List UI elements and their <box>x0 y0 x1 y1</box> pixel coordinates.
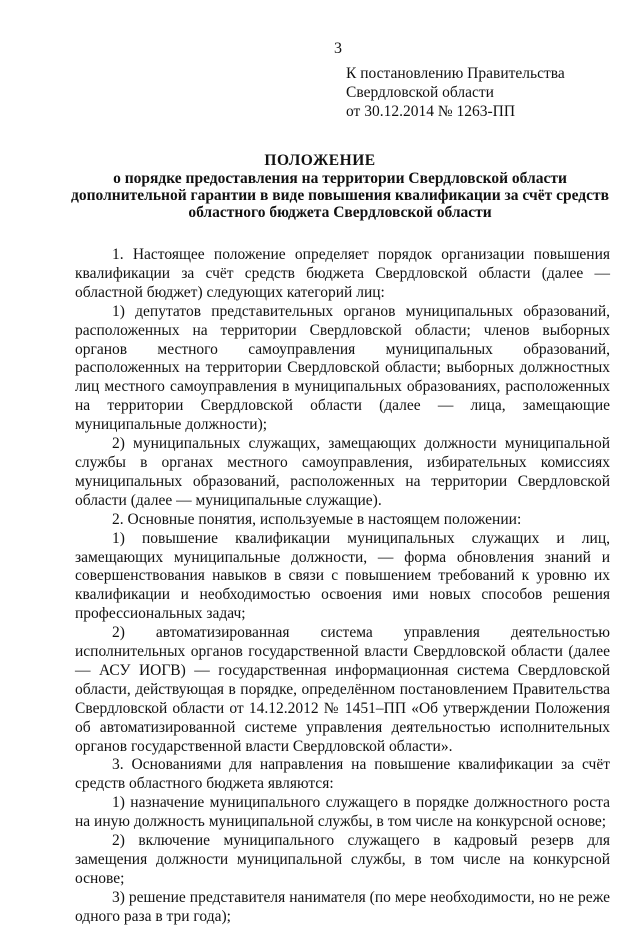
paragraph-3: 3. Основаниями для направления на повышение квалификации за счёт средств областного бюджета являются: <box>75 756 610 793</box>
document-title: ПОЛОЖЕНИЕ <box>264 152 376 169</box>
paragraph-3-1: 1) назначение муниципального служащего в порядке должностного роста на иную должность муниципальной службы, в том числе на конкурсной основе; <box>75 794 610 831</box>
document-subtitle: о порядке предоставления на территории Свердловской области дополнительной гарантии в виде повышения квалификации за счёт средств областного бюджета Свердловской области <box>71 170 609 221</box>
approval-block <box>346 64 565 121</box>
paragraph-2: 2. Основные понятия, используемые в настоящем положении: <box>112 510 522 528</box>
approval-line-1: К постановлению Правительства <box>346 65 565 82</box>
paragraph-3-3: 3) решение представителя нанимателя (по мере необходимости, но не реже одного раза в три года); <box>75 888 610 925</box>
approval-line-2: Свердловской области <box>346 84 494 101</box>
paragraph-3-2: 2) включение муниципального служащего в кадровый резерв для замещения должности муниципальной службы, в том числе на конкурсной основе; <box>75 832 610 887</box>
paragraph-2-1: 1) повышение квалификации муниципальных служащих и лиц, замещающих муниципальные должности, — форма обновления знаний и совершенствования навыков в связи с повышением требований к уровню их квалификации и необходимостью освоения ими новых способов решения профессиональных задач; <box>75 529 610 623</box>
approval-line-3: от 30.12.2014 № 1263-ПП <box>346 103 516 120</box>
paragraph-2-2: 2) автоматизированная система управления деятельностью исполнительных органов государственной власти Свердловской области (далее — АСУ ИОГВ) — государственная информационная система Свердловской области, действующая в порядке, определённом постановлением Правительства Свердловской области от 14.12.2012 № 1451–ПП «Об утверждении Положения об автоматизированной системе управления деятельностью исполнительных органов государственной власти Свердловской области». <box>75 624 610 755</box>
page-number: 3 <box>334 40 342 57</box>
document-body <box>75 246 610 927</box>
paragraph-1: 1. Настоящее положение определяет порядок организации повышения квалификации за счёт средств бюджета Свердловской области (далее — областной бюджет) следующих категорий лиц: <box>75 246 610 301</box>
paragraph-1-2: 2) муниципальных служащих, замещающих должности муниципальной службы в органах местного самоуправления, избирательных комиссиях муниципальных образований, расположенных на территории Свердловской области (далее — муниципальные служащие). <box>75 435 610 509</box>
paragraph-1-1: 1) депутатов представительных органов муниципальных образований, расположенных на территории Свердловской области; членов выборных органов местного самоуправления муниципальных образований, расположенных на территории Свердловской области; выборных должностных лиц местного самоуправления в муниципальных образованиях, расположенных на территории Свердловской области (далее — лица, замещающие муниципальные должности); <box>75 302 610 434</box>
